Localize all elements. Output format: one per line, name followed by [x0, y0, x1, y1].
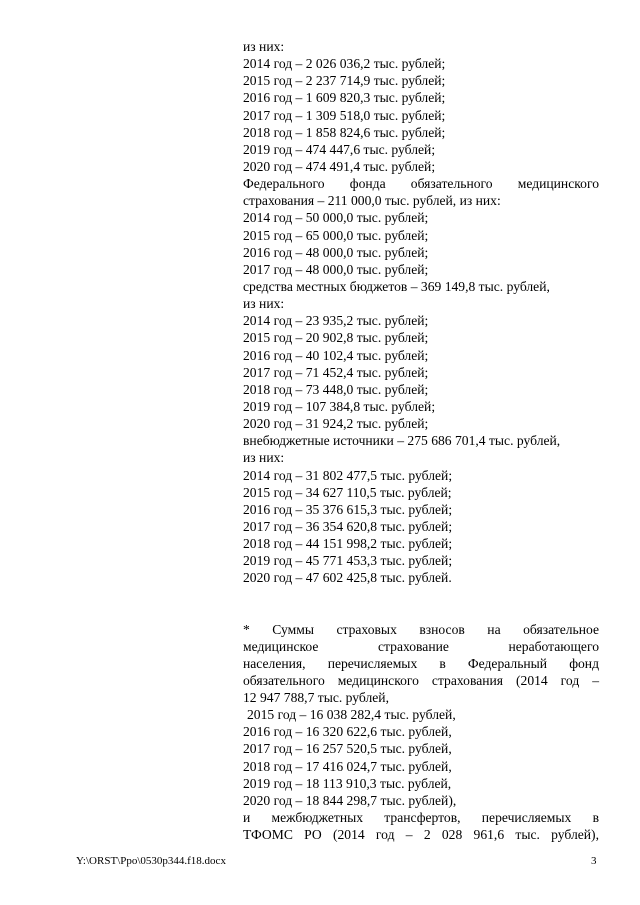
- text-line: 2015 год – 20 902,8 тыс. рублей;: [243, 330, 429, 346]
- text-line: 2016 год – 1 609 820,3 тыс. рублей;: [243, 90, 446, 106]
- footnote-line: 2018 год – 17 416 024,7 тыс. рублей,: [243, 758, 452, 774]
- footnote-line: и межбюджетных трансфертов, перечисляемых в: [243, 810, 599, 826]
- footnote-line: * Суммы страховых взносов на обязательное: [243, 621, 599, 637]
- text-line: 2019 год – 45 771 453,3 тыс. рублей;: [243, 553, 453, 569]
- text-line: 2017 год – 1 309 518,0 тыс. рублей;: [243, 107, 446, 123]
- text-line: 2014 год – 23 935,2 тыс. рублей;: [243, 313, 429, 329]
- footnote-line: населения, перечисляемых в Федеральный фонд: [243, 655, 599, 671]
- text-line: 2014 год – 31 802 477,5 тыс. рублей;: [243, 467, 453, 483]
- document-body: [243, 38, 599, 843]
- text-line: 2014 год – 50 000,0 тыс. рублей;: [243, 210, 429, 226]
- footnote-line: 2019 год – 18 113 910,3 тыс. рублей,: [243, 775, 452, 791]
- text-line: средства местных бюджетов – 369 149,8 тыс. рублей,: [243, 278, 550, 294]
- text-line: 2019 год – 474 447,6 тыс. рублей;: [243, 141, 436, 157]
- text-line: 2015 год – 34 627 110,5 тыс. рублей;: [243, 484, 452, 500]
- text-line: 2017 год – 36 354 620,8 тыс. рублей;: [243, 518, 453, 534]
- text-line: 2018 год – 44 151 998,2 тыс. рублей;: [243, 536, 453, 552]
- text-line: страхования – 211 000,0 тыс. рублей, из них:: [243, 193, 501, 209]
- text-line: 2017 год – 71 452,4 тыс. рублей;: [243, 364, 429, 380]
- footnote-line: 2016 год – 16 320 622,6 тыс. рублей,: [243, 724, 452, 740]
- footer-file-path: Y:\ORST\Ppo\0530p344.f18.docx: [76, 855, 226, 867]
- text-line: 2020 год – 31 924,2 тыс. рублей;: [243, 416, 429, 432]
- text-line: 2017 год – 48 000,0 тыс. рублей;: [243, 261, 429, 277]
- footnote-line: 2017 год – 16 257 520,5 тыс. рублей,: [243, 741, 452, 757]
- footnote-line: 12 947 788,7 тыс. рублей,: [243, 690, 389, 706]
- text-line: 2016 год – 40 102,4 тыс. рублей;: [243, 347, 429, 363]
- paragraph-gap: [243, 587, 599, 621]
- text-line: 2018 год – 73 448,0 тыс. рублей;: [243, 381, 429, 397]
- footnote-line: обязательного медицинского страхования (2014 год –: [243, 672, 599, 688]
- text-line: 2016 год – 35 376 615,3 тыс. рублей;: [243, 501, 453, 517]
- text-line: внебюджетные источники – 275 686 701,4 тыс. рублей,: [243, 433, 561, 449]
- page-number: 3: [591, 855, 597, 867]
- text-line: Федерального фонда обязательного медицинского: [243, 176, 599, 192]
- footnote-line: 2015 год – 16 038 282,4 тыс. рублей,: [247, 707, 456, 723]
- text-line: 2014 год – 2 026 036,2 тыс. рублей;: [243, 56, 446, 72]
- text-line: 2018 год – 1 858 824,6 тыс. рублей;: [243, 124, 446, 140]
- text-line: 2016 год – 48 000,0 тыс. рублей;: [243, 244, 429, 260]
- footnote-line: медицинское страхование неработающего: [243, 638, 599, 654]
- footnote-line: 2020 год – 18 844 298,7 тыс. рублей),: [243, 792, 457, 808]
- text-line: 2019 год – 107 384,8 тыс. рублей;: [243, 398, 436, 414]
- text-line: 2015 год – 65 000,0 тыс. рублей;: [243, 227, 429, 243]
- text-line: 2020 год – 474 491,4 тыс. рублей;: [243, 158, 436, 174]
- text-line: из них:: [243, 296, 285, 312]
- text-line: 2020 год – 47 602 425,8 тыс. рублей.: [243, 570, 452, 586]
- text-line: из них:: [243, 450, 285, 466]
- text-line: 2015 год – 2 237 714,9 тыс. рублей;: [243, 73, 446, 89]
- text-line: из них:: [243, 39, 285, 54]
- footnote-line: ТФОМС РО (2014 год – 2 028 961,6 тыс. рублей),: [243, 827, 599, 843]
